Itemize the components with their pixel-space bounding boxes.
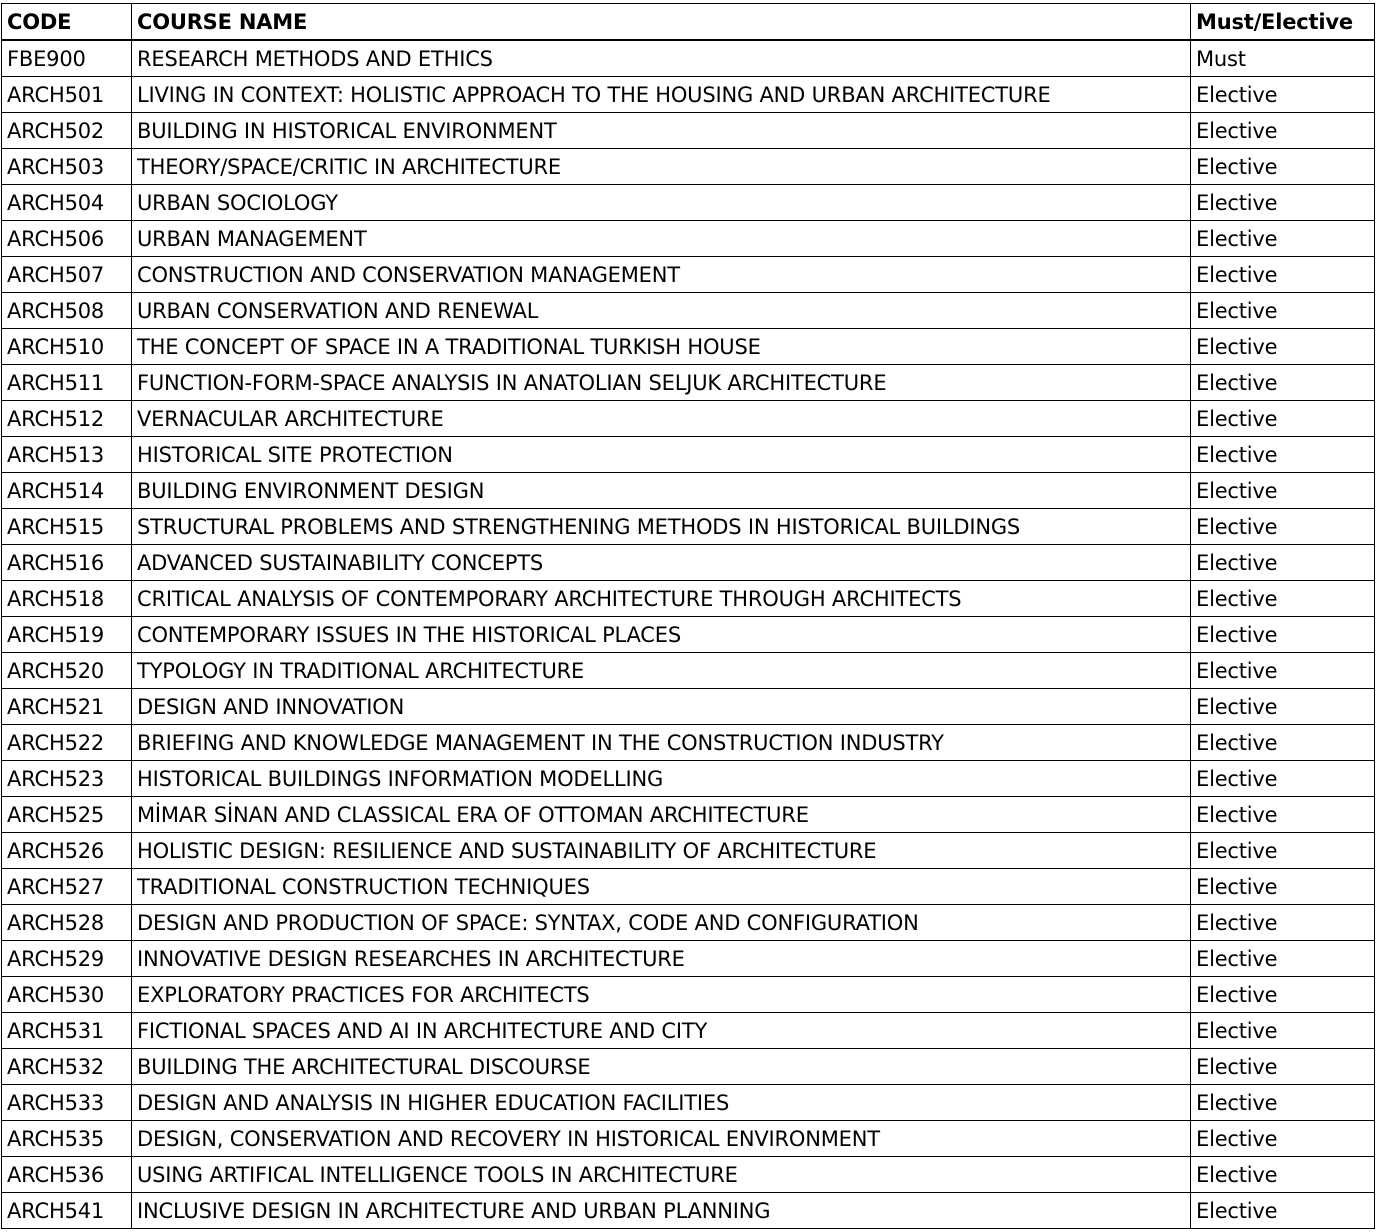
- cell-must-elective: Elective: [1191, 941, 1375, 977]
- header-course-name: COURSE NAME: [132, 4, 1191, 41]
- cell-code: ARCH508: [2, 293, 132, 329]
- table-row: [2, 797, 1375, 833]
- cell-course-name: HISTORICAL BUILDINGS INFORMATION MODELLING: [132, 761, 1191, 797]
- table-row: [2, 725, 1375, 761]
- cell-course-name: EXPLORATORY PRACTICES FOR ARCHITECTS: [132, 977, 1191, 1013]
- course-table: [1, 3, 1375, 1229]
- cell-must-elective: Elective: [1191, 1085, 1375, 1121]
- cell-must-elective: Elective: [1191, 257, 1375, 293]
- table-row: [2, 689, 1375, 725]
- cell-course-name: FUNCTION-FORM-SPACE ANALYSIS IN ANATOLIAN SELJUK ARCHITECTURE: [132, 365, 1191, 401]
- cell-must-elective: Elective: [1191, 293, 1375, 329]
- table-row: [2, 257, 1375, 293]
- cell-code: ARCH507: [2, 257, 132, 293]
- table-row: [2, 1193, 1375, 1229]
- table-row: [2, 833, 1375, 869]
- table-row: [2, 40, 1375, 77]
- cell-code: ARCH518: [2, 581, 132, 617]
- cell-code: ARCH503: [2, 149, 132, 185]
- table-body: [2, 40, 1375, 1229]
- cell-must-elective: Elective: [1191, 185, 1375, 221]
- cell-must-elective: Elective: [1191, 1157, 1375, 1193]
- table-row: [2, 761, 1375, 797]
- cell-must-elective: Elective: [1191, 509, 1375, 545]
- cell-course-name: BUILDING ENVIRONMENT DESIGN: [132, 473, 1191, 509]
- table-row: [2, 977, 1375, 1013]
- cell-course-name: ADVANCED SUSTAINABILITY CONCEPTS: [132, 545, 1191, 581]
- cell-course-name: TYPOLOGY IN TRADITIONAL ARCHITECTURE: [132, 653, 1191, 689]
- table-row: [2, 1085, 1375, 1121]
- cell-must-elective: Elective: [1191, 725, 1375, 761]
- cell-code: FBE900: [2, 40, 132, 77]
- cell-code: ARCH527: [2, 869, 132, 905]
- cell-code: ARCH502: [2, 113, 132, 149]
- cell-code: ARCH510: [2, 329, 132, 365]
- table-row: [2, 293, 1375, 329]
- cell-course-name: USING ARTIFICAL INTELLIGENCE TOOLS IN ARCHITECTURE: [132, 1157, 1191, 1193]
- cell-must-elective: Elective: [1191, 365, 1375, 401]
- table-row: [2, 941, 1375, 977]
- cell-must-elective: Elective: [1191, 1193, 1375, 1229]
- cell-code: ARCH523: [2, 761, 132, 797]
- cell-course-name: BUILDING THE ARCHITECTURAL DISCOURSE: [132, 1049, 1191, 1085]
- cell-must-elective: Elective: [1191, 149, 1375, 185]
- table-row: [2, 1157, 1375, 1193]
- cell-must-elective: Elective: [1191, 797, 1375, 833]
- table-row: [2, 617, 1375, 653]
- cell-must-elective: Elective: [1191, 77, 1375, 113]
- table-row: [2, 473, 1375, 509]
- cell-code: ARCH516: [2, 545, 132, 581]
- cell-code: ARCH501: [2, 77, 132, 113]
- cell-code: ARCH515: [2, 509, 132, 545]
- cell-code: ARCH521: [2, 689, 132, 725]
- cell-must-elective: Elective: [1191, 653, 1375, 689]
- cell-course-name: VERNACULAR ARCHITECTURE: [132, 401, 1191, 437]
- cell-must-elective: Elective: [1191, 113, 1375, 149]
- cell-course-name: MİMAR SİNAN AND CLASSICAL ERA OF OTTOMAN ARCHITECTURE: [132, 797, 1191, 833]
- cell-must-elective: Elective: [1191, 473, 1375, 509]
- cell-must-elective: Elective: [1191, 1121, 1375, 1157]
- cell-course-name: BUILDING IN HISTORICAL ENVIRONMENT: [132, 113, 1191, 149]
- cell-must-elective: Elective: [1191, 833, 1375, 869]
- table-row: [2, 437, 1375, 473]
- cell-code: ARCH533: [2, 1085, 132, 1121]
- cell-code: ARCH529: [2, 941, 132, 977]
- cell-code: ARCH541: [2, 1193, 132, 1229]
- cell-course-name: URBAN CONSERVATION AND RENEWAL: [132, 293, 1191, 329]
- cell-code: ARCH513: [2, 437, 132, 473]
- cell-course-name: CONSTRUCTION AND CONSERVATION MANAGEMENT: [132, 257, 1191, 293]
- cell-code: ARCH504: [2, 185, 132, 221]
- cell-course-name: FICTIONAL SPACES AND AI IN ARCHITECTURE AND CITY: [132, 1013, 1191, 1049]
- table-row: [2, 581, 1375, 617]
- cell-code: ARCH525: [2, 797, 132, 833]
- table-row: [2, 401, 1375, 437]
- cell-course-name: RESEARCH METHODS AND ETHICS: [132, 40, 1191, 77]
- cell-code: ARCH522: [2, 725, 132, 761]
- table-row: [2, 185, 1375, 221]
- cell-course-name: DESIGN, CONSERVATION AND RECOVERY IN HISTORICAL ENVIRONMENT: [132, 1121, 1191, 1157]
- cell-code: ARCH536: [2, 1157, 132, 1193]
- cell-must-elective: Elective: [1191, 581, 1375, 617]
- cell-must-elective: Elective: [1191, 869, 1375, 905]
- cell-code: ARCH511: [2, 365, 132, 401]
- cell-must-elective: Elective: [1191, 1013, 1375, 1049]
- table-row: [2, 545, 1375, 581]
- cell-course-name: DESIGN AND INNOVATION: [132, 689, 1191, 725]
- header-row: [2, 4, 1375, 41]
- cell-code: ARCH528: [2, 905, 132, 941]
- cell-course-name: HISTORICAL SITE PROTECTION: [132, 437, 1191, 473]
- cell-course-name: CONTEMPORARY ISSUES IN THE HISTORICAL PLACES: [132, 617, 1191, 653]
- cell-must-elective: Elective: [1191, 437, 1375, 473]
- cell-must-elective: Elective: [1191, 545, 1375, 581]
- table-row: [2, 365, 1375, 401]
- cell-code: ARCH532: [2, 1049, 132, 1085]
- cell-code: ARCH535: [2, 1121, 132, 1157]
- table-row: [2, 509, 1375, 545]
- header-must-elective: Must/Elective: [1191, 4, 1375, 41]
- table-row: [2, 113, 1375, 149]
- cell-code: ARCH512: [2, 401, 132, 437]
- cell-code: ARCH506: [2, 221, 132, 257]
- cell-must-elective: Must: [1191, 40, 1375, 77]
- cell-course-name: HOLISTIC DESIGN: RESILIENCE AND SUSTAINABILITY OF ARCHITECTURE: [132, 833, 1191, 869]
- cell-must-elective: Elective: [1191, 329, 1375, 365]
- cell-code: ARCH530: [2, 977, 132, 1013]
- cell-course-name: TRADITIONAL CONSTRUCTION TECHNIQUES: [132, 869, 1191, 905]
- table-row: [2, 221, 1375, 257]
- cell-must-elective: Elective: [1191, 761, 1375, 797]
- cell-must-elective: Elective: [1191, 221, 1375, 257]
- cell-course-name: URBAN SOCIOLOGY: [132, 185, 1191, 221]
- cell-code: ARCH514: [2, 473, 132, 509]
- cell-course-name: THEORY/SPACE/CRITIC IN ARCHITECTURE: [132, 149, 1191, 185]
- cell-course-name: BRIEFING AND KNOWLEDGE MANAGEMENT IN THE CONSTRUCTION INDUSTRY: [132, 725, 1191, 761]
- cell-course-name: DESIGN AND ANALYSIS IN HIGHER EDUCATION FACILITIES: [132, 1085, 1191, 1121]
- cell-course-name: STRUCTURAL PROBLEMS AND STRENGTHENING METHODS IN HISTORICAL BUILDINGS: [132, 509, 1191, 545]
- cell-course-name: INNOVATIVE DESIGN RESEARCHES IN ARCHITECTURE: [132, 941, 1191, 977]
- cell-must-elective: Elective: [1191, 617, 1375, 653]
- table-row: [2, 1013, 1375, 1049]
- table-row: [2, 77, 1375, 113]
- cell-must-elective: Elective: [1191, 401, 1375, 437]
- cell-course-name: CRITICAL ANALYSIS OF CONTEMPORARY ARCHITECTURE THROUGH ARCHITECTS: [132, 581, 1191, 617]
- cell-code: ARCH520: [2, 653, 132, 689]
- cell-code: ARCH531: [2, 1013, 132, 1049]
- cell-course-name: INCLUSIVE DESIGN IN ARCHITECTURE AND URBAN PLANNING: [132, 1193, 1191, 1229]
- cell-must-elective: Elective: [1191, 1049, 1375, 1085]
- cell-must-elective: Elective: [1191, 905, 1375, 941]
- cell-course-name: DESIGN AND PRODUCTION OF SPACE: SYNTAX, CODE AND CONFIGURATION: [132, 905, 1191, 941]
- table-row: [2, 1121, 1375, 1157]
- cell-course-name: URBAN MANAGEMENT: [132, 221, 1191, 257]
- table-row: [2, 869, 1375, 905]
- table-row: [2, 1049, 1375, 1085]
- table-row: [2, 329, 1375, 365]
- table-row: [2, 149, 1375, 185]
- cell-course-name: LIVING IN CONTEXT: HOLISTIC APPROACH TO THE HOUSING AND URBAN ARCHITECTURE: [132, 77, 1191, 113]
- cell-code: ARCH519: [2, 617, 132, 653]
- cell-course-name: THE CONCEPT OF SPACE IN A TRADITIONAL TURKISH HOUSE: [132, 329, 1191, 365]
- table-row: [2, 653, 1375, 689]
- cell-must-elective: Elective: [1191, 977, 1375, 1013]
- cell-must-elective: Elective: [1191, 689, 1375, 725]
- table-row: [2, 905, 1375, 941]
- header-code: CODE: [2, 4, 132, 41]
- cell-code: ARCH526: [2, 833, 132, 869]
